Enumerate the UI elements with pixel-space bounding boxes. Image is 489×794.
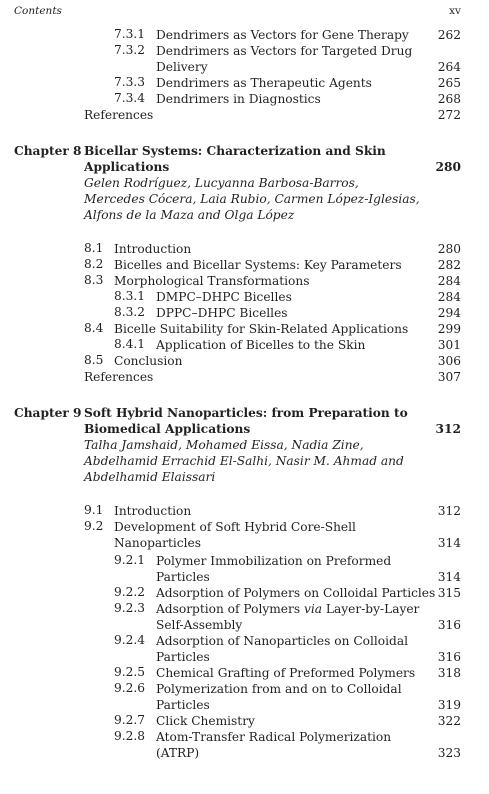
section-title: Chemical Grafting of Preformed Polymers: [156, 666, 416, 680]
section-page: 314: [437, 570, 461, 584]
section-page: 314: [437, 536, 461, 550]
section-title: Atom-Transfer Radical Polymerization: [156, 730, 392, 744]
section-number: 7.3.1: [114, 27, 146, 41]
section-page: 272: [437, 108, 461, 122]
section-page: 282: [437, 258, 461, 272]
section-title: Adsorption of Polymers on Colloidal Particles: [156, 586, 436, 600]
section-page: 319: [437, 698, 461, 712]
chapter-label: Chapter 9: [14, 406, 82, 420]
section-title: Introduction: [114, 242, 192, 256]
chapter-page: 280: [435, 160, 461, 174]
section-title: DMPC–DHPC Bicelles: [156, 290, 292, 304]
section-number: 9.2.7: [114, 713, 146, 727]
section-number: 9.2.8: [114, 729, 146, 743]
section-number: 8.3: [84, 273, 104, 287]
chapter-title: Bicellar Systems: Characterization and Skin: [84, 144, 386, 158]
section-title: Polymerization from and on to Colloidal: [156, 682, 402, 696]
section-number: 7.3.4: [114, 91, 146, 105]
section-page: 301: [437, 338, 461, 352]
section-number: 8.5: [84, 353, 104, 367]
chapter-label: Chapter 8: [14, 144, 82, 158]
chapter-title: Soft Hybrid Nanoparticles: from Preparation to: [84, 406, 408, 420]
section-number: 8.3.1: [114, 289, 146, 303]
section-number: 8.4.1: [114, 337, 146, 351]
section-number: 9.1: [84, 503, 104, 517]
author-line: Abdelhamid Elaissari: [84, 470, 216, 484]
section-page: 284: [437, 274, 461, 288]
section-title-continued: Particles: [156, 650, 210, 664]
section-title: Adsorption of Nanoparticles on Colloidal: [156, 634, 408, 648]
section-title: DPPC–DHPC Bicelles: [156, 306, 288, 320]
section-page: 294: [437, 306, 461, 320]
section-number: 9.2.5: [114, 665, 146, 679]
section-page: 322: [437, 714, 461, 728]
section-page: 316: [437, 650, 461, 664]
section-page: 315: [437, 586, 461, 600]
section-number: 8.1: [84, 241, 104, 255]
section-number: 9.2: [84, 519, 104, 533]
section-title-continued: Delivery: [156, 60, 208, 74]
section-number: 8.3.2: [114, 305, 146, 319]
section-number: 9.2.3: [114, 601, 146, 615]
section-number: 9.2.6: [114, 681, 146, 695]
section-page: 262: [437, 28, 461, 42]
page-number: xv: [449, 5, 461, 17]
section-title: [156, 601, 419, 617]
section-page: 316: [437, 618, 461, 632]
section-title: Conclusion: [114, 354, 183, 368]
author-line: Talha Jamshaid, Mohamed Eissa, Nadia Zine,: [84, 438, 364, 452]
section-title: References: [84, 108, 154, 122]
section-page: 284: [437, 290, 461, 304]
section-title-part: Layer-by-Layer: [322, 602, 420, 616]
section-number: 9.2.2: [114, 585, 146, 599]
author-line: Alfons de la Maza and Olga López: [84, 208, 295, 222]
section-title: Application of Bicelles to the Skin: [156, 338, 366, 352]
section-page: 299: [437, 322, 461, 336]
section-title: References: [84, 370, 154, 384]
section-title: Dendrimers as Vectors for Gene Therapy: [156, 28, 409, 42]
section-title-part: Adsorption of Polymers: [156, 602, 304, 616]
section-number: 8.4: [84, 321, 104, 335]
chapter-page: 312: [435, 422, 461, 436]
author-line: Gelen Rodríguez, Lucyanna Barbosa-Barros,: [84, 176, 359, 190]
section-page: 265: [437, 76, 461, 90]
running-header-title: Contents: [14, 5, 62, 17]
section-title-continued: (ATRP): [156, 746, 200, 760]
chapter-title-continued: Biomedical Applications: [84, 422, 251, 436]
section-page: 318: [437, 666, 461, 680]
section-number: 9.2.1: [114, 553, 146, 567]
section-title: Dendrimers in Diagnostics: [156, 92, 321, 106]
section-number: 9.2.4: [114, 633, 146, 647]
section-title: Morphological Transformations: [114, 274, 310, 288]
section-page: 306: [437, 354, 461, 368]
section-title: Click Chemistry: [156, 714, 255, 728]
section-title: Introduction: [114, 504, 192, 518]
section-title-continued: Nanoparticles: [114, 536, 201, 550]
author-line: Mercedes Cócera, Laia Rubio, Carmen López-Iglesias,: [84, 192, 420, 206]
section-title: Development of Soft Hybrid Core-Shell: [114, 520, 356, 534]
section-title-continued: Particles: [156, 698, 210, 712]
section-number: 7.3.3: [114, 75, 146, 89]
section-page: 312: [437, 504, 461, 518]
section-page: 268: [437, 92, 461, 106]
section-title: Bicelles and Bicellar Systems: Key Parameters: [114, 258, 402, 272]
chapter-title-continued: Applications: [84, 160, 170, 174]
section-page: 280: [437, 242, 461, 256]
section-title: Bicelle Suitability for Skin-Related Applications: [114, 322, 409, 336]
section-number: 7.3.2: [114, 43, 146, 57]
section-title-continued: Particles: [156, 570, 210, 584]
author-line: Abdelhamid Errachid El-Salhi, Nasir M. Ahmad and: [84, 454, 404, 468]
section-title: Polymer Immobilization on Preformed: [156, 554, 392, 568]
section-title: Dendrimers as Vectors for Targeted Drug: [156, 44, 413, 58]
section-title-continued: Self-Assembly: [156, 618, 243, 632]
section-title-italic: via: [303, 602, 323, 616]
section-page: 264: [437, 60, 461, 74]
section-page: 323: [437, 746, 461, 760]
section-number: 8.2: [84, 257, 104, 271]
section-title: Dendrimers as Therapeutic Agents: [156, 76, 372, 90]
section-page: 307: [437, 370, 461, 384]
